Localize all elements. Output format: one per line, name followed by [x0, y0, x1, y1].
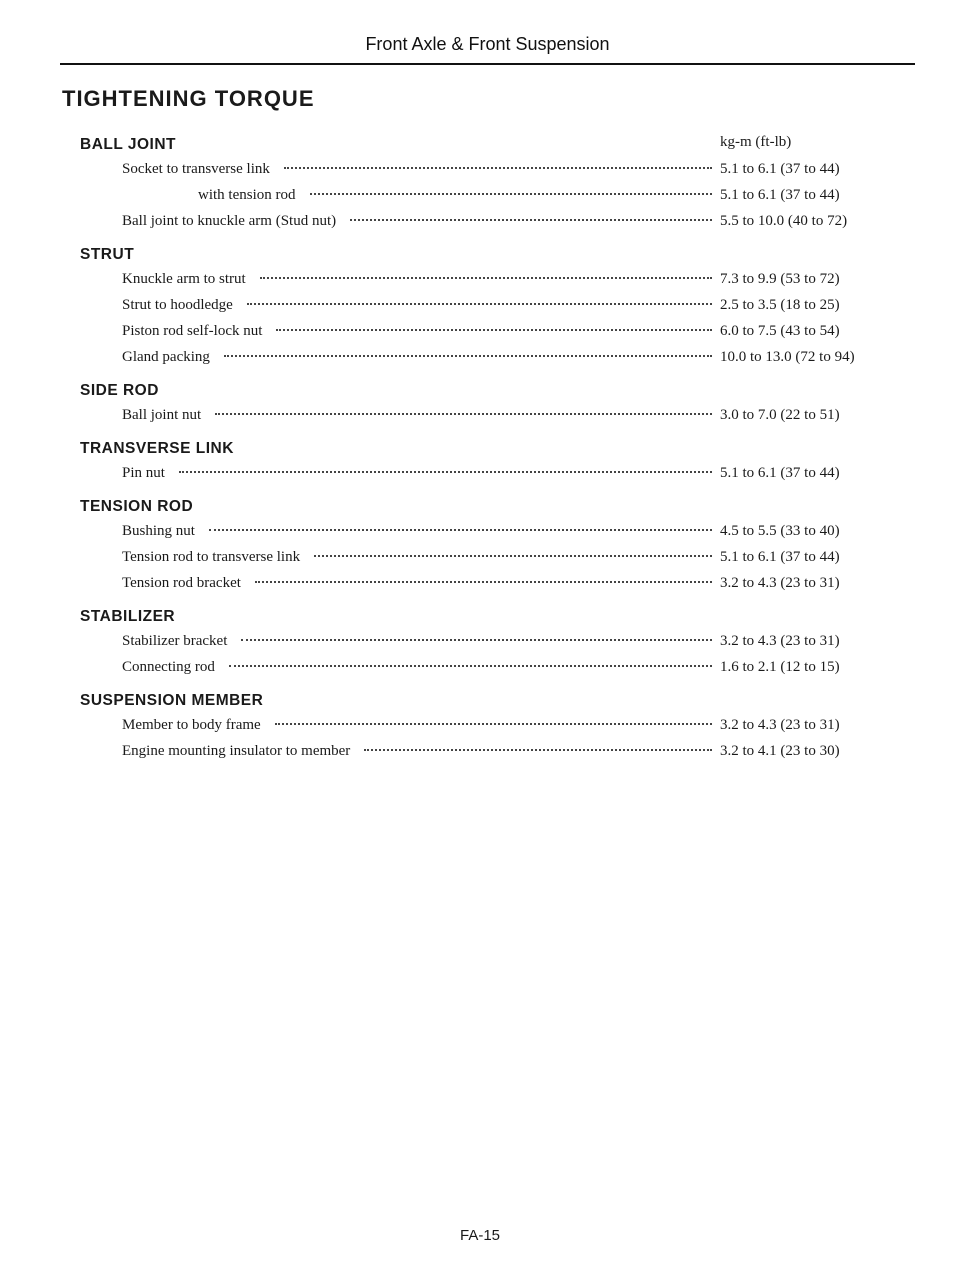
- dot-leader: [247, 303, 712, 305]
- section-title: TRANSVERSE LINK: [80, 440, 234, 457]
- dot-leader: [255, 581, 712, 583]
- torque-row: [80, 518, 870, 544]
- section-title: BALL JOINT: [80, 136, 176, 153]
- torque-row: [80, 654, 870, 680]
- row-label: Pin nut: [122, 465, 165, 481]
- torque-row: [80, 628, 870, 654]
- row-value: 5.1 to 6.1 (37 to 44): [720, 549, 840, 565]
- page-number: FA-15: [459, 1227, 501, 1244]
- row-label: Tension rod to transverse link: [122, 549, 301, 565]
- dot-leader: [224, 355, 712, 357]
- row-value: 3.2 to 4.3 (23 to 31): [720, 633, 840, 649]
- row-label: Stabilizer bracket: [122, 633, 228, 649]
- dot-leader: [314, 555, 712, 557]
- row-value: 3.2 to 4.1 (23 to 30): [720, 743, 840, 759]
- running-header: Front Axle & Front Suspension: [365, 34, 610, 54]
- row-value: 3.0 to 7.0 (22 to 51): [720, 407, 840, 423]
- torque-row: [80, 182, 870, 208]
- row-label: Strut to hoodledge: [122, 297, 233, 313]
- section-title: SIDE ROD: [80, 382, 159, 399]
- row-value: 7.3 to 9.9 (53 to 72): [720, 271, 840, 287]
- row-label: Connecting rod: [122, 659, 215, 675]
- torque-row: [80, 460, 870, 486]
- dot-leader: [229, 665, 712, 667]
- dot-leader: [276, 329, 712, 331]
- row-value: 2.5 to 3.5 (18 to 25): [720, 297, 840, 313]
- section-transverse-link: [80, 438, 870, 486]
- torque-row: [80, 544, 870, 570]
- row-label: Ball joint nut: [122, 407, 202, 423]
- torque-table: [80, 134, 870, 774]
- row-label: Piston rod self-lock nut: [122, 323, 263, 339]
- torque-row: [80, 318, 870, 344]
- unit-label: kg-m (ft-lb): [720, 134, 792, 150]
- dot-leader: [260, 277, 712, 279]
- dot-leader: [364, 749, 712, 751]
- torque-row: [80, 292, 870, 318]
- row-label: Socket to transverse link: [122, 161, 270, 177]
- header-rule: [60, 63, 915, 65]
- row-label: Ball joint to knuckle arm (Stud nut): [122, 213, 337, 229]
- row-value: 4.5 to 5.5 (33 to 40): [720, 523, 840, 539]
- row-label: Gland packing: [122, 349, 210, 365]
- row-value: 5.1 to 6.1 (37 to 44): [720, 161, 840, 177]
- row-value: 5.1 to 6.1 (37 to 44): [720, 465, 840, 481]
- dot-leader: [209, 529, 712, 531]
- row-label: Engine mounting insulator to member: [122, 743, 351, 759]
- dot-leader: [284, 167, 712, 169]
- section-tension-rod: [80, 496, 870, 596]
- dot-leader: [215, 413, 712, 415]
- torque-row: [80, 402, 870, 428]
- section-title: SUSPENSION MEMBER: [80, 692, 264, 709]
- torque-row: [80, 208, 870, 234]
- dot-leader: [179, 471, 712, 473]
- dot-leader: [275, 723, 712, 725]
- section-title: TENSION ROD: [80, 498, 194, 515]
- section-title: STABILIZER: [80, 608, 176, 625]
- page-title: TIGHTENING TORQUE: [62, 86, 315, 111]
- row-value: 5.5 to 10.0 (40 to 72): [720, 213, 848, 229]
- row-value: 3.2 to 4.3 (23 to 31): [720, 575, 840, 591]
- row-value: 10.0 to 13.0 (72 to 94): [720, 349, 855, 365]
- row-value: 3.2 to 4.3 (23 to 31): [720, 717, 840, 733]
- row-label: with tension rod: [198, 187, 296, 203]
- section-suspension-member: [80, 690, 870, 764]
- section-stabilizer: [80, 606, 870, 680]
- torque-row: [80, 570, 870, 596]
- dot-leader: [310, 193, 713, 195]
- row-label: Tension rod bracket: [122, 575, 241, 591]
- row-value: 5.1 to 6.1 (37 to 44): [720, 187, 840, 203]
- row-value: 1.6 to 2.1 (12 to 15): [720, 659, 840, 675]
- torque-row: [80, 266, 870, 292]
- section-title: STRUT: [80, 246, 135, 263]
- torque-row: [80, 712, 870, 738]
- row-value: 6.0 to 7.5 (43 to 54): [720, 323, 840, 339]
- row-label: Member to body frame: [122, 717, 261, 733]
- section-side-rod: [80, 380, 870, 428]
- section-ball-joint: [80, 134, 870, 234]
- row-label: Bushing nut: [122, 523, 195, 539]
- section-strut: [80, 244, 870, 370]
- dot-leader: [350, 219, 712, 221]
- torque-row: [80, 738, 870, 764]
- torque-row: [80, 156, 870, 182]
- dot-leader: [241, 639, 712, 641]
- row-label: Knuckle arm to strut: [122, 271, 246, 287]
- torque-row: [80, 344, 870, 370]
